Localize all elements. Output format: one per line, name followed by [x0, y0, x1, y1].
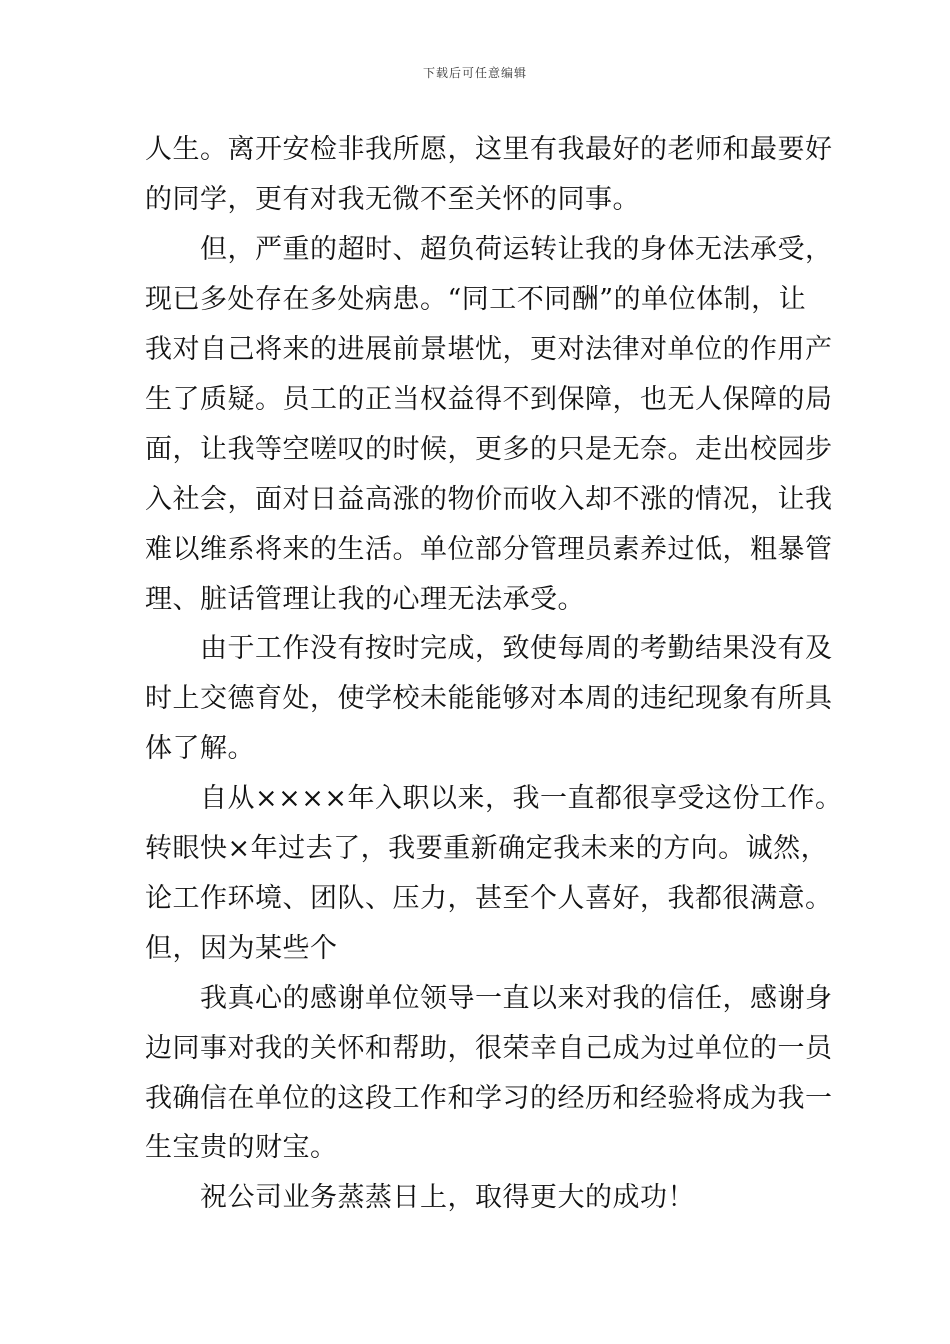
body-line-2: 的同学，更有对我无微不至关怀的同事。 — [145, 184, 640, 215]
body-line-16: 论工作环境、团队、压力，甚至个人喜好，我都很满意。 — [145, 883, 833, 914]
body-line-19: 边同事对我的关怀和帮助，很荣幸自己成为过单位的一员 — [145, 1033, 833, 1064]
body-line-21: 生宝贵的财宝。 — [145, 1132, 338, 1163]
body-line-3: 但，严重的超时、超负荷运转让我的身体无法承受， — [200, 234, 833, 265]
body-line-14: 自从××××年入职以来，我一直都很享受这份工作。 — [200, 783, 843, 814]
body-line-12: 时上交德育处，使学校未能能够对本周的违纪现象有所具 — [145, 683, 833, 714]
body-line-10: 理、脏话管理让我的心理无法承受。 — [145, 584, 585, 615]
body-line-5: 我对自己将来的进展前景堪忧，更对法律对单位的作用产 — [145, 334, 833, 365]
body-line-4: 现已多处存在多处病患。“同工不同酬”的单位体制，让 — [145, 284, 807, 315]
body-line-17: 但，因为某些个 — [145, 933, 338, 964]
closing-line: 祝公司业务蒸蒸日上，取得更大的成功！ — [200, 1182, 695, 1213]
body-line-11: 由于工作没有按时完成，致使每周的考勤结果没有及 — [200, 633, 833, 664]
body-line-8: 入社会，面对日益高涨的物价而收入却不涨的情况，让我 — [145, 484, 833, 515]
body-line-1: 人生。离开安检非我所愿，这里有我最好的老师和最要好 — [145, 134, 833, 165]
body-line-9: 难以维系将来的生活。单位部分管理员素养过低，粗暴管 — [145, 534, 833, 565]
body-line-6: 生了质疑。员工的正当权益得不到保障，也无人保障的局 — [145, 384, 833, 415]
body-line-18: 我真心的感谢单位领导一直以来对我的信任，感谢身 — [200, 983, 833, 1014]
header-note: 下载后可任意编辑 — [422, 66, 527, 80]
body-line-13: 体了解。 — [145, 733, 255, 764]
body-line-20: 我确信在单位的这段工作和学习的经历和经验将成为我一 — [145, 1083, 833, 1114]
body-line-15: 转眼快×年过去了，我要重新确定我未来的方向。诚然， — [145, 833, 829, 864]
body-line-7: 面，让我等空嗟叹的时候，更多的只是无奈。走出校园步 — [145, 434, 833, 465]
